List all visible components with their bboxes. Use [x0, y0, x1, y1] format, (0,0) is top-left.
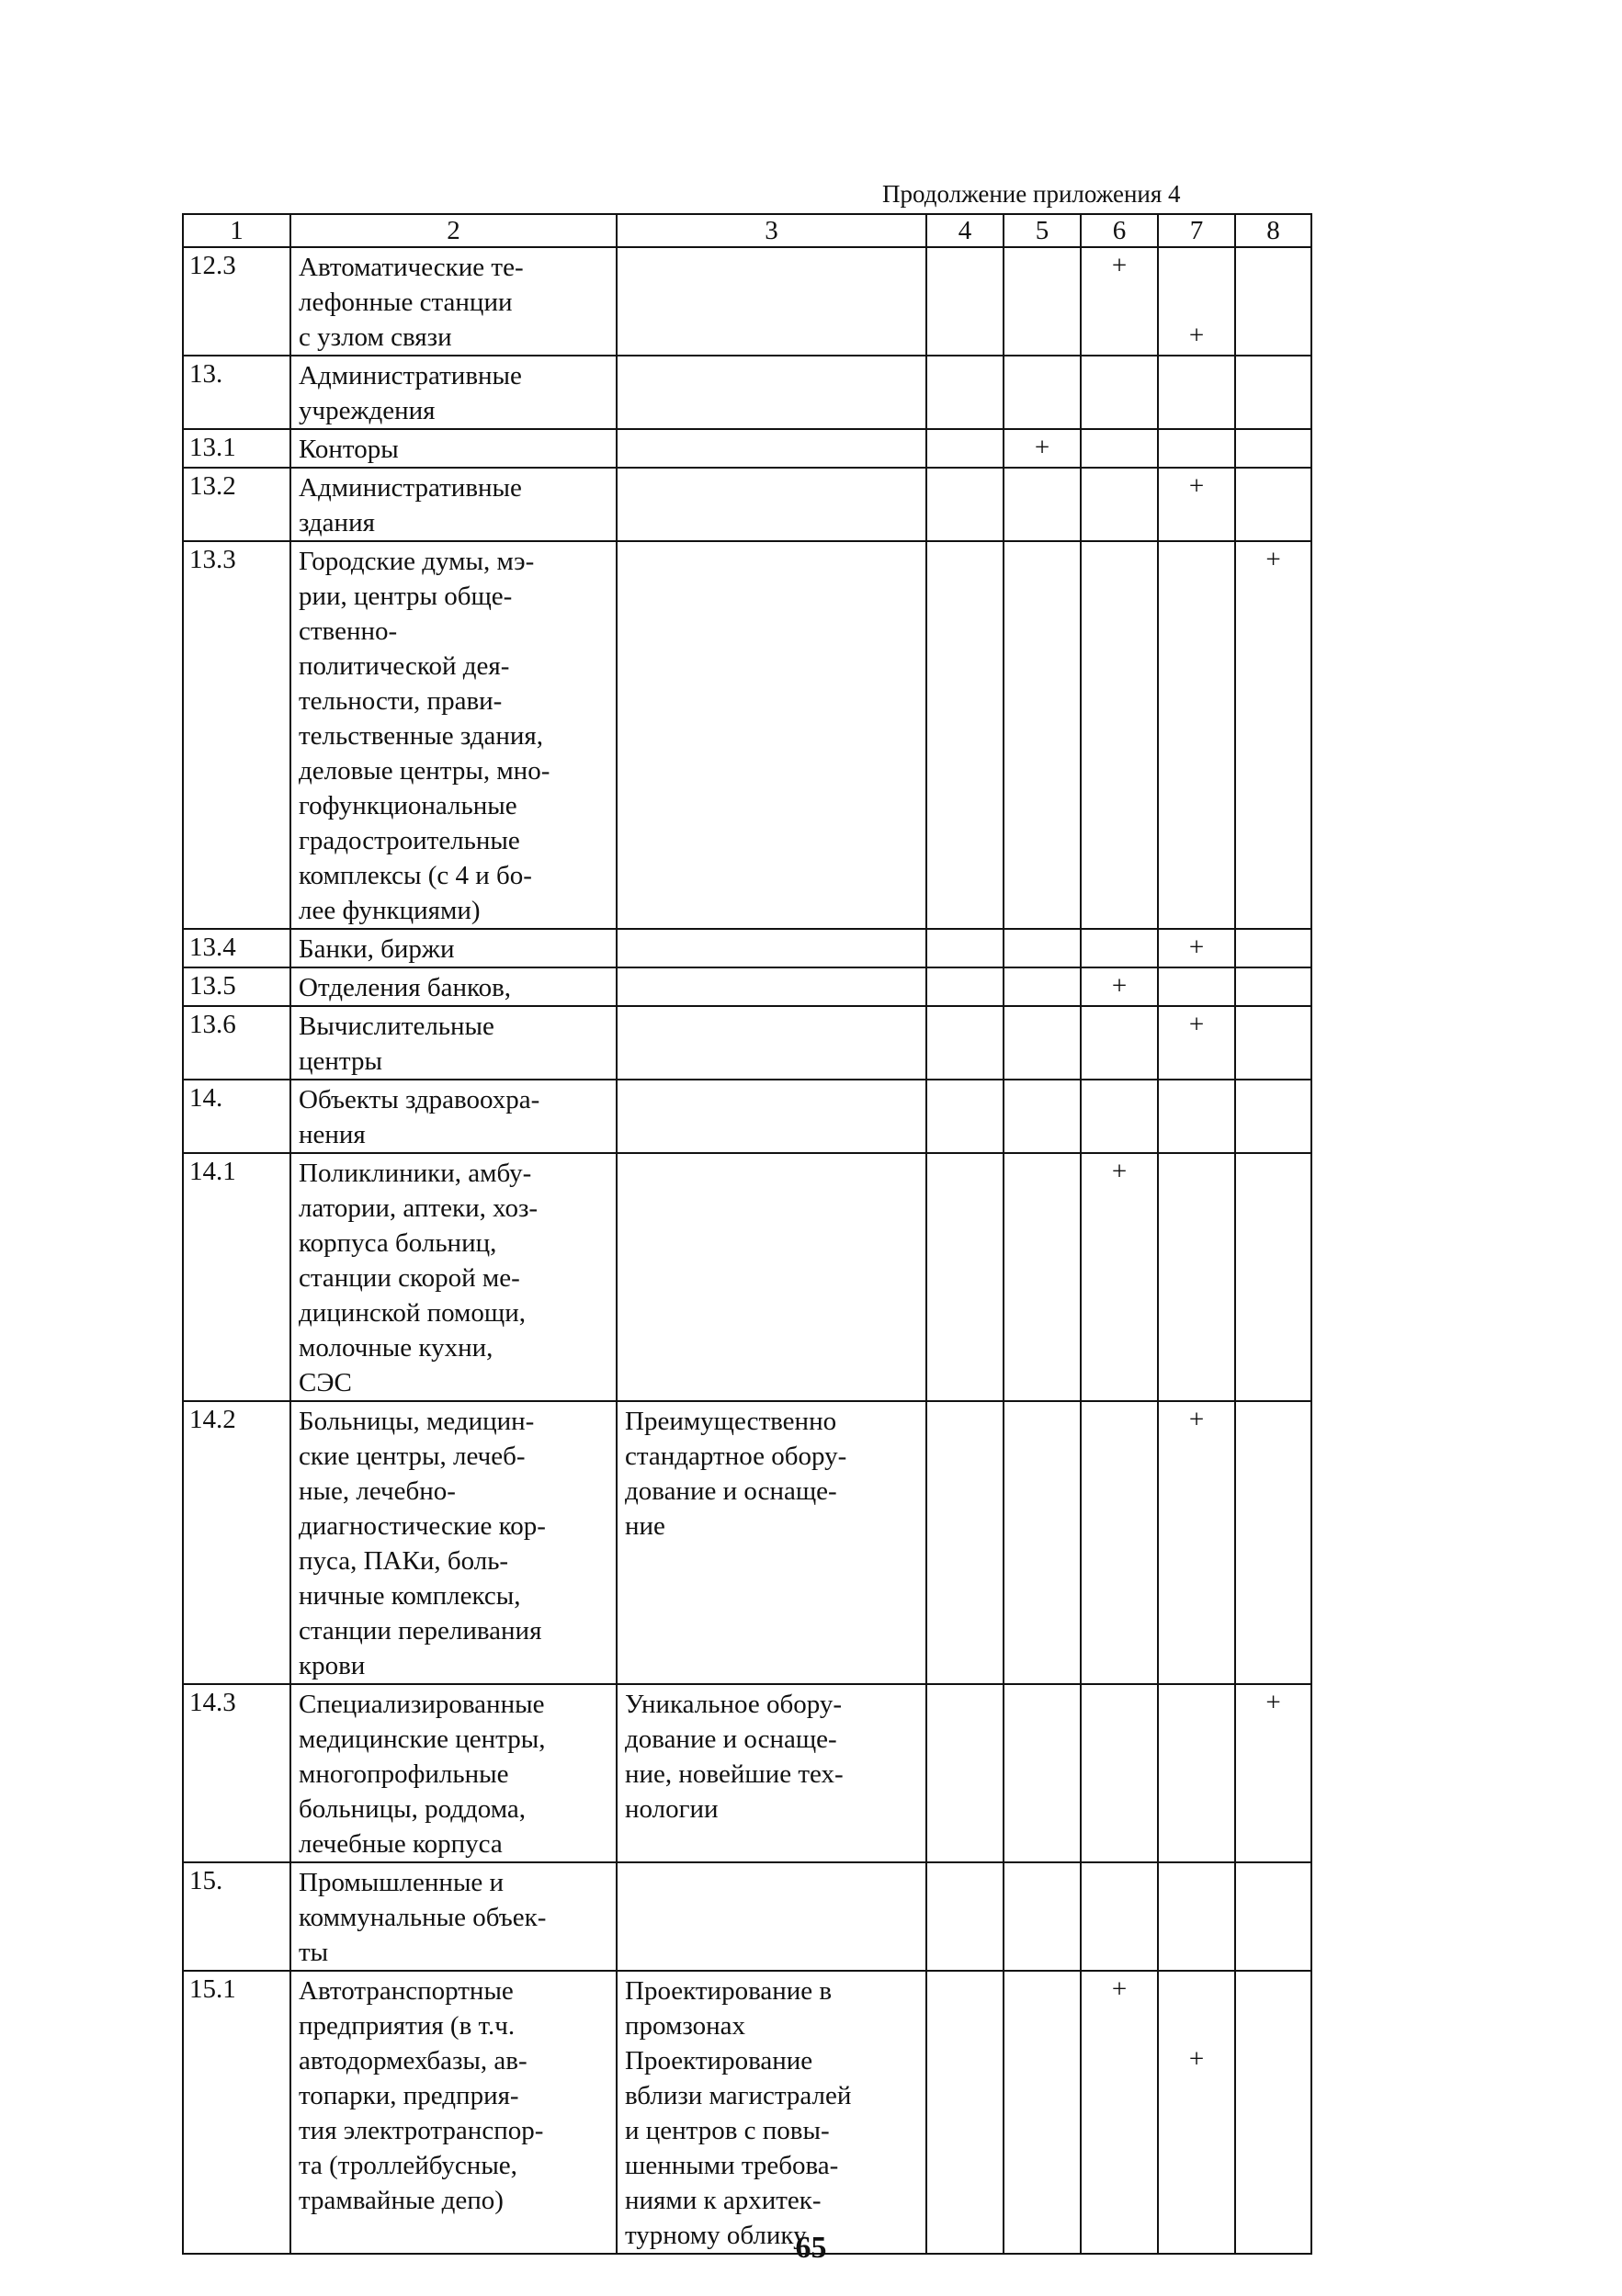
- table-body: [183, 247, 1311, 2254]
- mark-col-8: [1235, 967, 1311, 1006]
- item-note: [617, 429, 926, 468]
- item-note: Преимущественно стандартное обору- дование и оснаще- ние: [617, 1401, 926, 1684]
- item-number: 13.: [183, 356, 290, 429]
- item-note: [617, 1006, 926, 1080]
- header-cell: 5: [1004, 214, 1081, 247]
- item-number: 13.5: [183, 967, 290, 1006]
- table-row: [183, 1006, 1311, 1080]
- mark-col-7: [1158, 429, 1235, 468]
- item-number: 13.2: [183, 468, 290, 541]
- table-row: [183, 1080, 1311, 1153]
- item-name: Городские думы, мэ- рии, центры обще- ственно- политической дея- тельности, прави- тельственные здания, деловые центры, мно- гофункциональные градостроительные комплексы (с 4 и бо- лее функциями): [290, 541, 617, 929]
- mark-col-7: +: [1158, 929, 1235, 967]
- mark-col-5: [1004, 468, 1081, 541]
- mark-col-6: [1081, 429, 1158, 468]
- item-name: Вычислительные центры: [290, 1006, 617, 1080]
- item-name: Административные здания: [290, 468, 617, 541]
- header-row: [183, 214, 1311, 247]
- mark-col-7: [1158, 1153, 1235, 1401]
- mark-col-7: [1158, 1862, 1235, 1971]
- mark-col-7: [1158, 541, 1235, 929]
- table-row: [183, 1684, 1311, 1862]
- table-row: [183, 356, 1311, 429]
- mark-col-5: [1004, 1080, 1081, 1153]
- item-name: Больницы, медицин- ские центры, лечеб- ные, лечебно- диагностические кор- пуса, ПАКи, боль- ничные комплексы, станции переливания крови: [290, 1401, 617, 1684]
- item-note: [617, 247, 926, 356]
- mark-col-7: +: [1158, 247, 1235, 356]
- item-name: Промышленные и коммунальные объек- ты: [290, 1862, 617, 1971]
- mark-col-8: [1235, 929, 1311, 967]
- table-row: [183, 929, 1311, 967]
- mark-col-4: [926, 1006, 1004, 1080]
- header-cell: 1: [183, 214, 290, 247]
- mark-col-8: [1235, 1153, 1311, 1401]
- item-name: Автотранспортные предприятия (в т.ч. автодормехбазы, ав- топарки, предприя- тия электротранспор- та (троллейбусные, трамвайные депо): [290, 1971, 617, 2254]
- item-name: Поликлиники, амбу- латории, аптеки, хоз- корпуса больниц, станции скорой ме- дицинской помощи, молочные кухни, СЭС: [290, 1153, 617, 1401]
- mark-col-6: [1081, 1684, 1158, 1862]
- mark-col-5: [1004, 1684, 1081, 1862]
- appendix-table: [182, 213, 1312, 2255]
- mark-col-5: +: [1004, 429, 1081, 468]
- mark-col-5: [1004, 929, 1081, 967]
- table-row: [183, 1401, 1311, 1684]
- item-number: 15.: [183, 1862, 290, 1971]
- mark-col-5: [1004, 1153, 1081, 1401]
- mark-col-4: [926, 1862, 1004, 1971]
- item-number: 13.3: [183, 541, 290, 929]
- header-cell: 7: [1158, 214, 1235, 247]
- mark-col-7: +: [1158, 1401, 1235, 1684]
- item-name: Конторы: [290, 429, 617, 468]
- mark-col-7: [1158, 1684, 1235, 1862]
- item-number: 14.: [183, 1080, 290, 1153]
- item-name: Отделения банков,: [290, 967, 617, 1006]
- mark-col-8: +: [1235, 1684, 1311, 1862]
- item-number: 15.1: [183, 1971, 290, 2254]
- header-cell: 3: [617, 214, 926, 247]
- table-row: [183, 247, 1311, 356]
- mark-col-8: [1235, 1080, 1311, 1153]
- item-name: Банки, биржи: [290, 929, 617, 967]
- header-cell: 6: [1081, 214, 1158, 247]
- mark-col-8: [1235, 356, 1311, 429]
- table-row: [183, 1862, 1311, 1971]
- mark-col-8: [1235, 1971, 1311, 2254]
- mark-col-8: [1235, 247, 1311, 356]
- mark-col-6: [1081, 1006, 1158, 1080]
- mark-col-7: +: [1158, 1006, 1235, 1080]
- mark-col-4: [926, 356, 1004, 429]
- page-number: 65: [795, 2231, 827, 2265]
- mark-col-4: [926, 1080, 1004, 1153]
- header-cell: 4: [926, 214, 1004, 247]
- mark-col-6: +: [1081, 1153, 1158, 1401]
- mark-col-6: [1081, 468, 1158, 541]
- item-name: Административные учреждения: [290, 356, 617, 429]
- continuation-caption: Продолжение приложения 4: [882, 180, 1181, 208]
- item-note: [617, 967, 926, 1006]
- mark-col-7: +: [1158, 468, 1235, 541]
- item-note: Проектирование в промзонах Проектирование вблизи магистралей и центров с повы- шенными требова- ниями к архитек- турному облику: [617, 1971, 926, 2254]
- mark-col-8: [1235, 1401, 1311, 1684]
- mark-col-5: [1004, 1401, 1081, 1684]
- item-number: 14.2: [183, 1401, 290, 1684]
- mark-col-6: [1081, 1401, 1158, 1684]
- item-number: 14.3: [183, 1684, 290, 1862]
- mark-col-6: [1081, 1080, 1158, 1153]
- mark-col-7: [1158, 967, 1235, 1006]
- item-note: [617, 1080, 926, 1153]
- item-note: [617, 1862, 926, 1971]
- mark-col-6: [1081, 541, 1158, 929]
- mark-col-7: [1158, 1080, 1235, 1153]
- header-cell: 8: [1235, 214, 1311, 247]
- mark-col-4: [926, 541, 1004, 929]
- mark-col-6: +: [1081, 1971, 1158, 2254]
- item-name: Объекты здравоохра- нения: [290, 1080, 617, 1153]
- mark-col-4: [926, 1971, 1004, 2254]
- mark-col-4: [926, 1401, 1004, 1684]
- header-cell: 2: [290, 214, 617, 247]
- mark-col-5: [1004, 356, 1081, 429]
- item-number: 12.3: [183, 247, 290, 356]
- table-row: [183, 1153, 1311, 1401]
- mark-col-8: [1235, 468, 1311, 541]
- table-row: [183, 429, 1311, 468]
- table-row: [183, 468, 1311, 541]
- mark-col-4: [926, 929, 1004, 967]
- mark-col-4: [926, 247, 1004, 356]
- mark-col-5: [1004, 1971, 1081, 2254]
- item-note: [617, 468, 926, 541]
- mark-col-8: [1235, 429, 1311, 468]
- mark-col-8: [1235, 1006, 1311, 1080]
- item-number: 13.4: [183, 929, 290, 967]
- table-row: [183, 541, 1311, 929]
- mark-col-6: [1081, 929, 1158, 967]
- mark-col-4: [926, 1684, 1004, 1862]
- item-number: 14.1: [183, 1153, 290, 1401]
- mark-col-4: [926, 468, 1004, 541]
- item-number: 13.6: [183, 1006, 290, 1080]
- mark-col-6: [1081, 1862, 1158, 1971]
- mark-col-5: [1004, 541, 1081, 929]
- item-name: Автоматические те- лефонные станции с узлом связи: [290, 247, 617, 356]
- mark-col-4: [926, 429, 1004, 468]
- mark-col-5: [1004, 247, 1081, 356]
- item-name: Специализированные медицинские центры, многопрофильные больницы, роддома, лечебные корпуса: [290, 1684, 617, 1862]
- mark-col-5: [1004, 1006, 1081, 1080]
- table-row: [183, 967, 1311, 1006]
- item-note: Уникальное обору- дование и оснаще- ние, новейшие тех- нологии: [617, 1684, 926, 1862]
- item-note: [617, 929, 926, 967]
- mark-col-6: +: [1081, 247, 1158, 356]
- item-number: 13.1: [183, 429, 290, 468]
- item-note: [617, 356, 926, 429]
- mark-col-8: [1235, 1862, 1311, 1971]
- mark-col-7: [1158, 356, 1235, 429]
- mark-col-8: +: [1235, 541, 1311, 929]
- item-note: [617, 541, 926, 929]
- table-row: [183, 1971, 1311, 2254]
- mark-col-5: [1004, 1862, 1081, 1971]
- item-note: [617, 1153, 926, 1401]
- mark-col-4: [926, 967, 1004, 1006]
- mark-col-4: [926, 1153, 1004, 1401]
- mark-col-7: +: [1158, 1971, 1235, 2254]
- mark-col-6: +: [1081, 967, 1158, 1006]
- mark-col-6: [1081, 356, 1158, 429]
- mark-col-5: [1004, 967, 1081, 1006]
